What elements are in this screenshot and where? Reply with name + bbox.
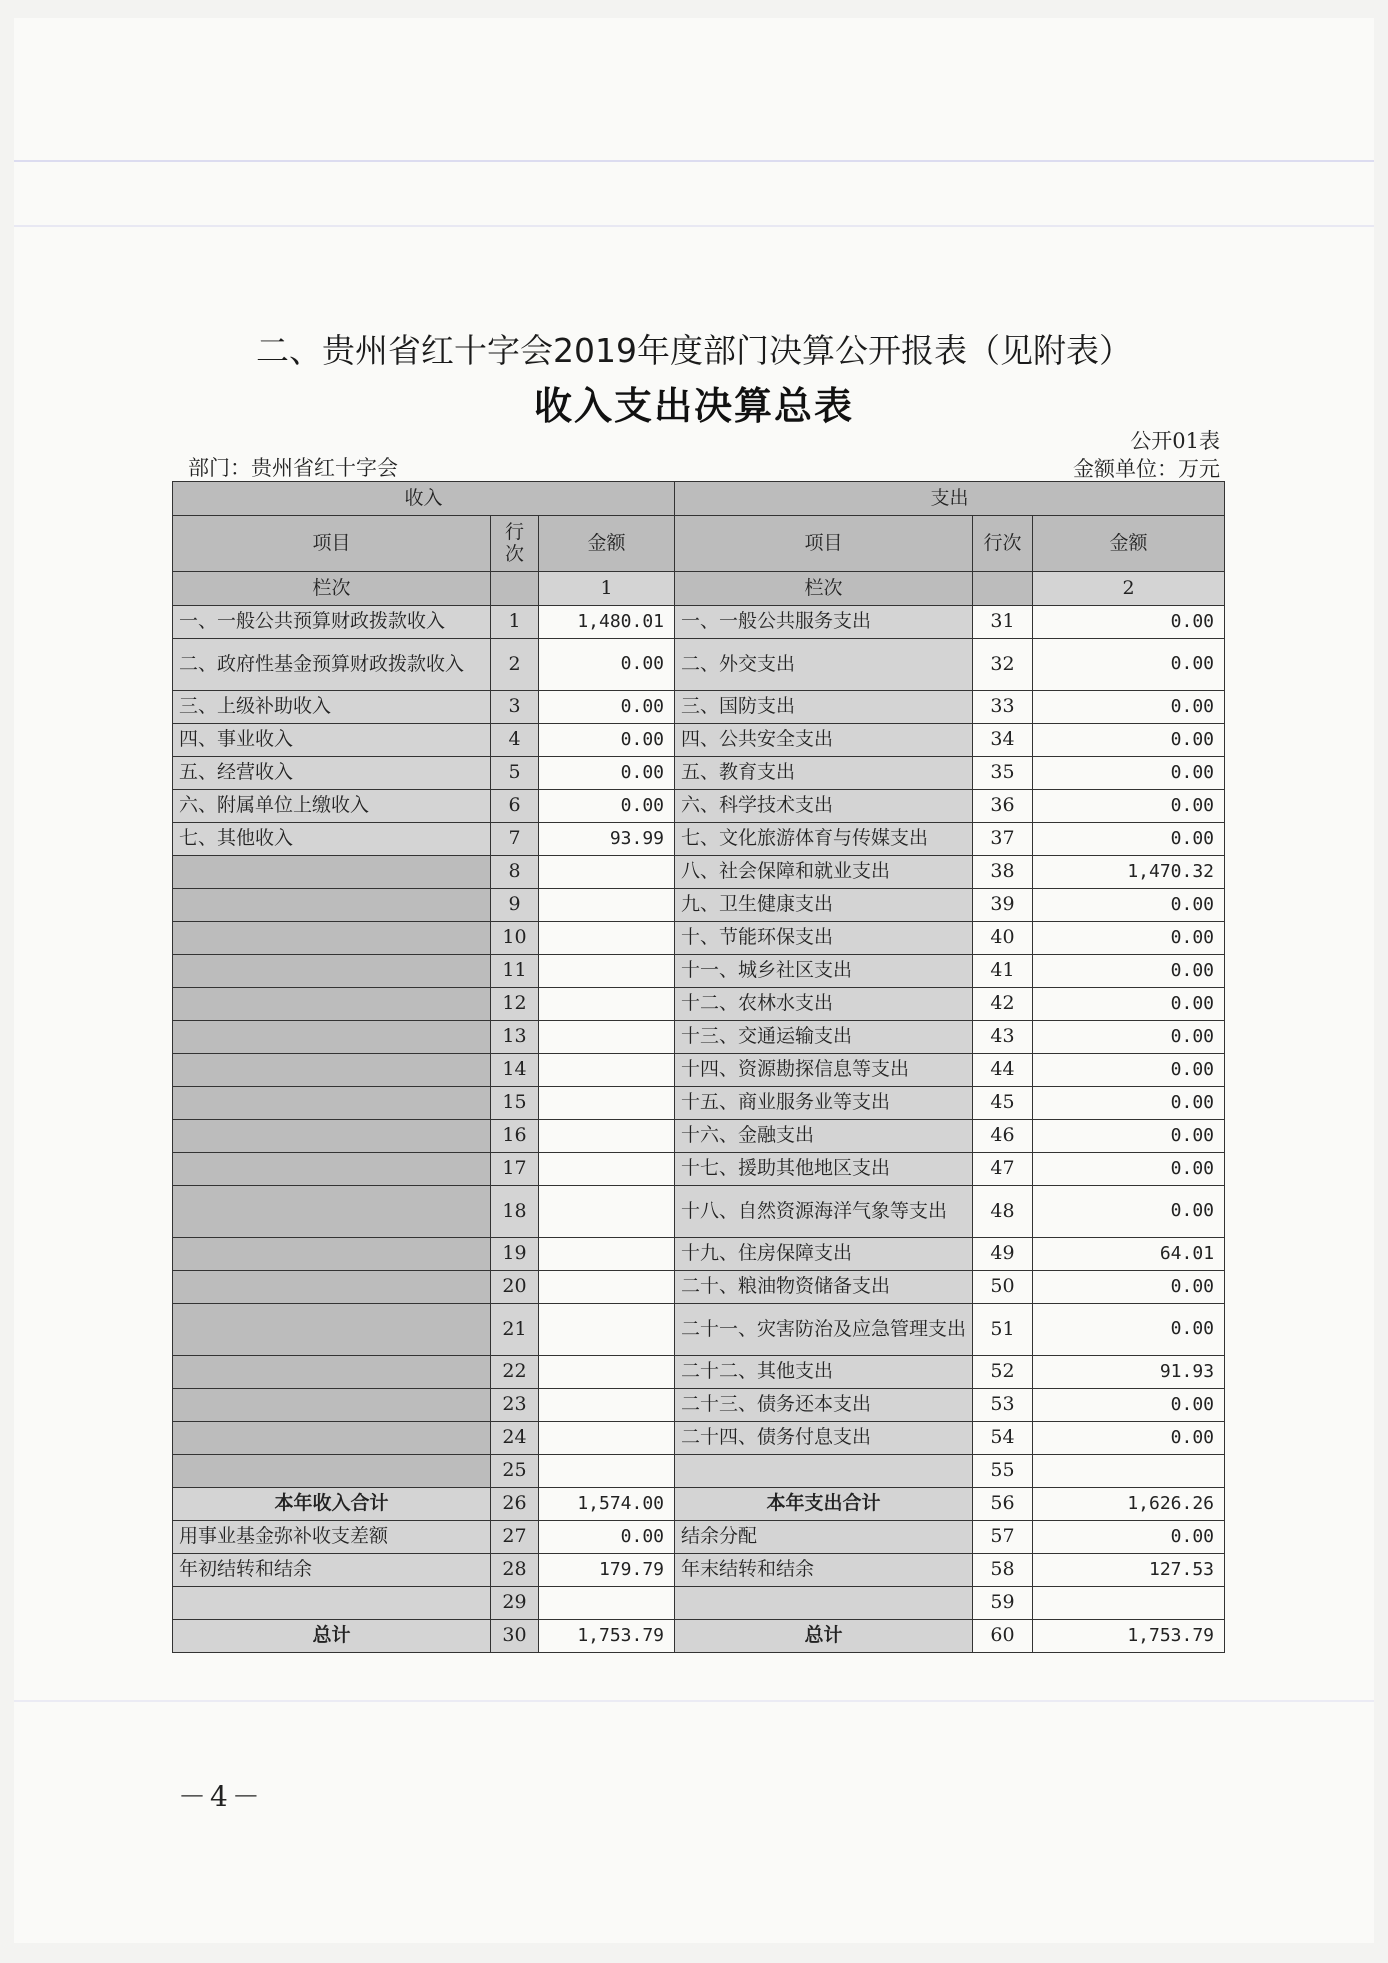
income-item: 用事业基金弥补收支差额 bbox=[173, 1521, 491, 1554]
empty-cell bbox=[973, 572, 1033, 606]
table-row bbox=[173, 988, 1225, 1021]
expense-line-no: 43 bbox=[973, 1021, 1033, 1054]
table-row bbox=[173, 1422, 1225, 1455]
expense-item: 十二、农林水支出 bbox=[675, 988, 973, 1021]
income-amount bbox=[539, 1356, 675, 1389]
expense-line-no: 37 bbox=[973, 823, 1033, 856]
table-row bbox=[173, 606, 1225, 639]
table-row bbox=[173, 639, 1225, 691]
expense-line-no: 57 bbox=[973, 1521, 1033, 1554]
expense-line-no: 48 bbox=[973, 1186, 1033, 1238]
income-item bbox=[173, 1455, 491, 1488]
table-row bbox=[173, 1389, 1225, 1422]
income-line-no: 12 bbox=[491, 988, 539, 1021]
expense-item: 十、节能环保支出 bbox=[675, 922, 973, 955]
income-line-no: 17 bbox=[491, 1153, 539, 1186]
expense-item: 年末结转和结余 bbox=[675, 1554, 973, 1587]
income-item bbox=[173, 1304, 491, 1356]
table-row bbox=[173, 1521, 1225, 1554]
income-amount-header: 金额 bbox=[539, 516, 675, 572]
income-item: 三、上级补助收入 bbox=[173, 691, 491, 724]
income-item bbox=[173, 955, 491, 988]
form-number: 公开01表 bbox=[1130, 429, 1220, 453]
expense-line-no: 32 bbox=[973, 639, 1033, 691]
income-amount: 0.00 bbox=[539, 1521, 675, 1554]
expense-amount: 0.00 bbox=[1033, 790, 1225, 823]
table-row bbox=[173, 1455, 1225, 1488]
income-line-no: 10 bbox=[491, 922, 539, 955]
expense-amount: 0.00 bbox=[1033, 1389, 1225, 1422]
table-title: 收入支出决算总表 bbox=[533, 383, 854, 428]
income-item: 本年收入合计 bbox=[173, 1488, 491, 1521]
income-item: 总计 bbox=[173, 1620, 491, 1653]
expense-item: 十五、商业服务业等支出 bbox=[675, 1087, 973, 1120]
income-item bbox=[173, 1087, 491, 1120]
income-line-no: 15 bbox=[491, 1087, 539, 1120]
income-line-no: 18 bbox=[491, 1186, 539, 1238]
expense-line-no: 54 bbox=[973, 1422, 1033, 1455]
expense-line-no: 50 bbox=[973, 1271, 1033, 1304]
income-line-no: 13 bbox=[491, 1021, 539, 1054]
income-amount bbox=[539, 889, 675, 922]
income-line-no: 5 bbox=[491, 757, 539, 790]
expense-amount: 0.00 bbox=[1033, 1422, 1225, 1455]
income-item: 年初结转和结余 bbox=[173, 1554, 491, 1587]
income-item bbox=[173, 1271, 491, 1304]
expense-amount: 0.00 bbox=[1033, 1021, 1225, 1054]
income-item bbox=[173, 1120, 491, 1153]
expense-amount: 0.00 bbox=[1033, 988, 1225, 1021]
income-line-no: 19 bbox=[491, 1238, 539, 1271]
expense-line-no: 45 bbox=[973, 1087, 1033, 1120]
expense-amount: 0.00 bbox=[1033, 955, 1225, 988]
income-line-no: 6 bbox=[491, 790, 539, 823]
expense-item: 总计 bbox=[675, 1620, 973, 1653]
income-item: 一、一般公共预算财政拨款收入 bbox=[173, 606, 491, 639]
income-line-no: 4 bbox=[491, 724, 539, 757]
expense-amount bbox=[1033, 1455, 1225, 1488]
income-item bbox=[173, 1587, 491, 1620]
expense-line-no: 58 bbox=[973, 1554, 1033, 1587]
expense-amount: 0.00 bbox=[1033, 823, 1225, 856]
income-line-no: 26 bbox=[491, 1488, 539, 1521]
income-line-no: 27 bbox=[491, 1521, 539, 1554]
expense-item: 十四、资源勘探信息等支出 bbox=[675, 1054, 973, 1087]
expense-item: 七、文化旅游体育与传媒支出 bbox=[675, 823, 973, 856]
expense-item: 二十一、灾害防治及应急管理支出 bbox=[675, 1304, 973, 1356]
income-amount bbox=[539, 1054, 675, 1087]
department-label: 部门：贵州省红十字会 bbox=[188, 456, 398, 480]
income-amount: 0.00 bbox=[539, 691, 675, 724]
table-row bbox=[173, 1620, 1225, 1653]
income-line-no: 21 bbox=[491, 1304, 539, 1356]
expense-amount: 0.00 bbox=[1033, 724, 1225, 757]
expense-line-no: 46 bbox=[973, 1120, 1033, 1153]
income-item bbox=[173, 1153, 491, 1186]
expense-line-no: 59 bbox=[973, 1587, 1033, 1620]
expense-amount: 1,753.79 bbox=[1033, 1620, 1225, 1653]
income-amount bbox=[539, 955, 675, 988]
income-item-header: 项目 bbox=[173, 516, 491, 572]
expense-amount: 1,470.32 bbox=[1033, 856, 1225, 889]
income-item: 五、经营收入 bbox=[173, 757, 491, 790]
expense-item bbox=[675, 1455, 973, 1488]
expense-item: 十九、住房保障支出 bbox=[675, 1238, 973, 1271]
expense-item-header: 项目 bbox=[675, 516, 973, 572]
table-row bbox=[173, 823, 1225, 856]
table-row bbox=[173, 790, 1225, 823]
page-title: 二、贵州省红十字会2019年度部门决算公开报表（见附表） bbox=[256, 331, 1132, 370]
income-column-index: 栏次 bbox=[173, 572, 491, 606]
income-amount bbox=[539, 1587, 675, 1620]
income-line-no: 14 bbox=[491, 1054, 539, 1087]
expense-amount: 0.00 bbox=[1033, 1153, 1225, 1186]
income-item: 二、政府性基金预算财政拨款收入 bbox=[173, 639, 491, 691]
table-row bbox=[173, 1304, 1225, 1356]
expense-amount: 0.00 bbox=[1033, 1271, 1225, 1304]
expense-amount: 64.01 bbox=[1033, 1238, 1225, 1271]
expense-amount: 1,626.26 bbox=[1033, 1488, 1225, 1521]
expense-column-index: 栏次 bbox=[675, 572, 973, 606]
income-line-no: 7 bbox=[491, 823, 539, 856]
expense-amount: 0.00 bbox=[1033, 1120, 1225, 1153]
expense-line-no: 31 bbox=[973, 606, 1033, 639]
expense-item: 二十、粮油物资储备支出 bbox=[675, 1271, 973, 1304]
income-amount bbox=[539, 1422, 675, 1455]
table-row bbox=[173, 1120, 1225, 1153]
table-row bbox=[173, 757, 1225, 790]
expense-amount: 0.00 bbox=[1033, 1186, 1225, 1238]
empty-cell bbox=[491, 572, 539, 606]
expense-item: 九、卫生健康支出 bbox=[675, 889, 973, 922]
income-column-number: 1 bbox=[539, 572, 675, 606]
table-row bbox=[173, 1087, 1225, 1120]
expense-line-no: 39 bbox=[973, 889, 1033, 922]
expense-item: 结余分配 bbox=[675, 1521, 973, 1554]
income-line-no: 3 bbox=[491, 691, 539, 724]
expense-amount: 0.00 bbox=[1033, 757, 1225, 790]
expense-line-no: 34 bbox=[973, 724, 1033, 757]
expense-amount: 0.00 bbox=[1033, 691, 1225, 724]
expense-line-header: 行次 bbox=[973, 516, 1033, 572]
table-row bbox=[173, 889, 1225, 922]
expense-item: 十八、自然资源海洋气象等支出 bbox=[675, 1186, 973, 1238]
income-line-no: 22 bbox=[491, 1356, 539, 1389]
expense-line-no: 36 bbox=[973, 790, 1033, 823]
expense-amount: 0.00 bbox=[1033, 1054, 1225, 1087]
expense-amount: 0.00 bbox=[1033, 922, 1225, 955]
expense-line-no: 33 bbox=[973, 691, 1033, 724]
expense-line-no: 51 bbox=[973, 1304, 1033, 1356]
income-amount bbox=[539, 1389, 675, 1422]
table-row bbox=[173, 1153, 1225, 1186]
income-item: 七、其他收入 bbox=[173, 823, 491, 856]
expense-line-no: 60 bbox=[973, 1620, 1033, 1653]
expense-item: 二十二、其他支出 bbox=[675, 1356, 973, 1389]
income-line-no: 11 bbox=[491, 955, 539, 988]
table-row bbox=[173, 1021, 1225, 1054]
income-amount: 1,753.79 bbox=[539, 1620, 675, 1653]
expense-line-no: 42 bbox=[973, 988, 1033, 1021]
income-line-no: 30 bbox=[491, 1620, 539, 1653]
expense-line-no: 53 bbox=[973, 1389, 1033, 1422]
income-line-no: 29 bbox=[491, 1587, 539, 1620]
income-item: 四、事业收入 bbox=[173, 724, 491, 757]
table-row bbox=[173, 1488, 1225, 1521]
page-number: －4－ bbox=[178, 1780, 264, 1813]
income-item bbox=[173, 1021, 491, 1054]
table-row bbox=[173, 1186, 1225, 1238]
income-item bbox=[173, 1186, 491, 1238]
income-line-no: 24 bbox=[491, 1422, 539, 1455]
table-row bbox=[173, 1238, 1225, 1271]
expense-item: 四、公共安全支出 bbox=[675, 724, 973, 757]
income-line-header: 行次 bbox=[491, 516, 539, 572]
scan-artifact-line bbox=[14, 160, 1374, 162]
expense-amount bbox=[1033, 1587, 1225, 1620]
expense-amount: 0.00 bbox=[1033, 1304, 1225, 1356]
expense-item: 六、科学技术支出 bbox=[675, 790, 973, 823]
expense-amount: 0.00 bbox=[1033, 606, 1225, 639]
expense-item: 十三、交通运输支出 bbox=[675, 1021, 973, 1054]
expense-line-no: 38 bbox=[973, 856, 1033, 889]
expense-line-no: 56 bbox=[973, 1488, 1033, 1521]
income-amount bbox=[539, 922, 675, 955]
expense-item: 一、一般公共服务支出 bbox=[675, 606, 973, 639]
table-row bbox=[173, 1587, 1225, 1620]
income-line-no: 8 bbox=[491, 856, 539, 889]
expense-column-number: 2 bbox=[1033, 572, 1225, 606]
income-item: 六、附属单位上缴收入 bbox=[173, 790, 491, 823]
expense-item: 二十四、债务付息支出 bbox=[675, 1422, 973, 1455]
expense-amount: 0.00 bbox=[1033, 1521, 1225, 1554]
income-amount bbox=[539, 1238, 675, 1271]
expense-line-no: 49 bbox=[973, 1238, 1033, 1271]
income-item bbox=[173, 889, 491, 922]
income-amount bbox=[539, 1021, 675, 1054]
income-item bbox=[173, 922, 491, 955]
income-item bbox=[173, 1356, 491, 1389]
table-row bbox=[173, 922, 1225, 955]
table-row bbox=[173, 1054, 1225, 1087]
table-row bbox=[173, 856, 1225, 889]
income-amount: 179.79 bbox=[539, 1554, 675, 1587]
income-amount bbox=[539, 856, 675, 889]
expense-item: 本年支出合计 bbox=[675, 1488, 973, 1521]
income-line-no: 2 bbox=[491, 639, 539, 691]
expense-amount: 0.00 bbox=[1033, 889, 1225, 922]
expense-amount: 0.00 bbox=[1033, 639, 1225, 691]
income-item bbox=[173, 1238, 491, 1271]
income-amount: 0.00 bbox=[539, 724, 675, 757]
expense-amount: 91.93 bbox=[1033, 1356, 1225, 1389]
table-row bbox=[173, 691, 1225, 724]
income-amount bbox=[539, 988, 675, 1021]
income-amount: 1,574.00 bbox=[539, 1488, 675, 1521]
income-amount bbox=[539, 1120, 675, 1153]
income-item bbox=[173, 1054, 491, 1087]
income-amount bbox=[539, 1455, 675, 1488]
income-line-no: 28 bbox=[491, 1554, 539, 1587]
income-header: 收入 bbox=[173, 482, 675, 516]
income-line-no: 25 bbox=[491, 1455, 539, 1488]
expense-line-no: 41 bbox=[973, 955, 1033, 988]
table-row bbox=[173, 1271, 1225, 1304]
income-amount bbox=[539, 1271, 675, 1304]
expense-amount: 127.53 bbox=[1033, 1554, 1225, 1587]
scan-artifact-line bbox=[14, 1700, 1374, 1702]
income-amount: 93.99 bbox=[539, 823, 675, 856]
income-amount bbox=[539, 1153, 675, 1186]
income-amount: 1,480.01 bbox=[539, 606, 675, 639]
income-amount: 0.00 bbox=[539, 639, 675, 691]
table-row bbox=[173, 955, 1225, 988]
income-item bbox=[173, 1422, 491, 1455]
table-row bbox=[173, 1554, 1225, 1587]
expense-item: 三、国防支出 bbox=[675, 691, 973, 724]
expense-amount: 0.00 bbox=[1033, 1087, 1225, 1120]
income-line-no: 16 bbox=[491, 1120, 539, 1153]
expense-item: 五、教育支出 bbox=[675, 757, 973, 790]
income-item bbox=[173, 988, 491, 1021]
expense-line-no: 47 bbox=[973, 1153, 1033, 1186]
income-amount: 0.00 bbox=[539, 757, 675, 790]
expense-item: 二十三、债务还本支出 bbox=[675, 1389, 973, 1422]
table-row bbox=[173, 724, 1225, 757]
income-item bbox=[173, 856, 491, 889]
income-line-no: 23 bbox=[491, 1389, 539, 1422]
expense-line-no: 52 bbox=[973, 1356, 1033, 1389]
expense-header: 支出 bbox=[675, 482, 1225, 516]
income-amount bbox=[539, 1087, 675, 1120]
expense-amount-header: 金额 bbox=[1033, 516, 1225, 572]
income-amount bbox=[539, 1304, 675, 1356]
expense-item bbox=[675, 1587, 973, 1620]
income-amount bbox=[539, 1186, 675, 1238]
expense-item: 二、外交支出 bbox=[675, 639, 973, 691]
income-line-no: 9 bbox=[491, 889, 539, 922]
expense-line-no: 55 bbox=[973, 1455, 1033, 1488]
table-row bbox=[173, 1356, 1225, 1389]
income-expense-table bbox=[172, 481, 1225, 1653]
expense-item: 十一、城乡社区支出 bbox=[675, 955, 973, 988]
expense-item: 十七、援助其他地区支出 bbox=[675, 1153, 973, 1186]
expense-line-no: 40 bbox=[973, 922, 1033, 955]
expense-item: 十六、金融支出 bbox=[675, 1120, 973, 1153]
expense-line-no: 44 bbox=[973, 1054, 1033, 1087]
expense-line-no: 35 bbox=[973, 757, 1033, 790]
expense-item: 八、社会保障和就业支出 bbox=[675, 856, 973, 889]
scan-artifact-line bbox=[14, 225, 1374, 227]
unit-label: 金额单位：万元 bbox=[1073, 457, 1220, 481]
income-amount: 0.00 bbox=[539, 790, 675, 823]
income-line-no: 1 bbox=[491, 606, 539, 639]
income-item bbox=[173, 1389, 491, 1422]
income-line-no: 20 bbox=[491, 1271, 539, 1304]
